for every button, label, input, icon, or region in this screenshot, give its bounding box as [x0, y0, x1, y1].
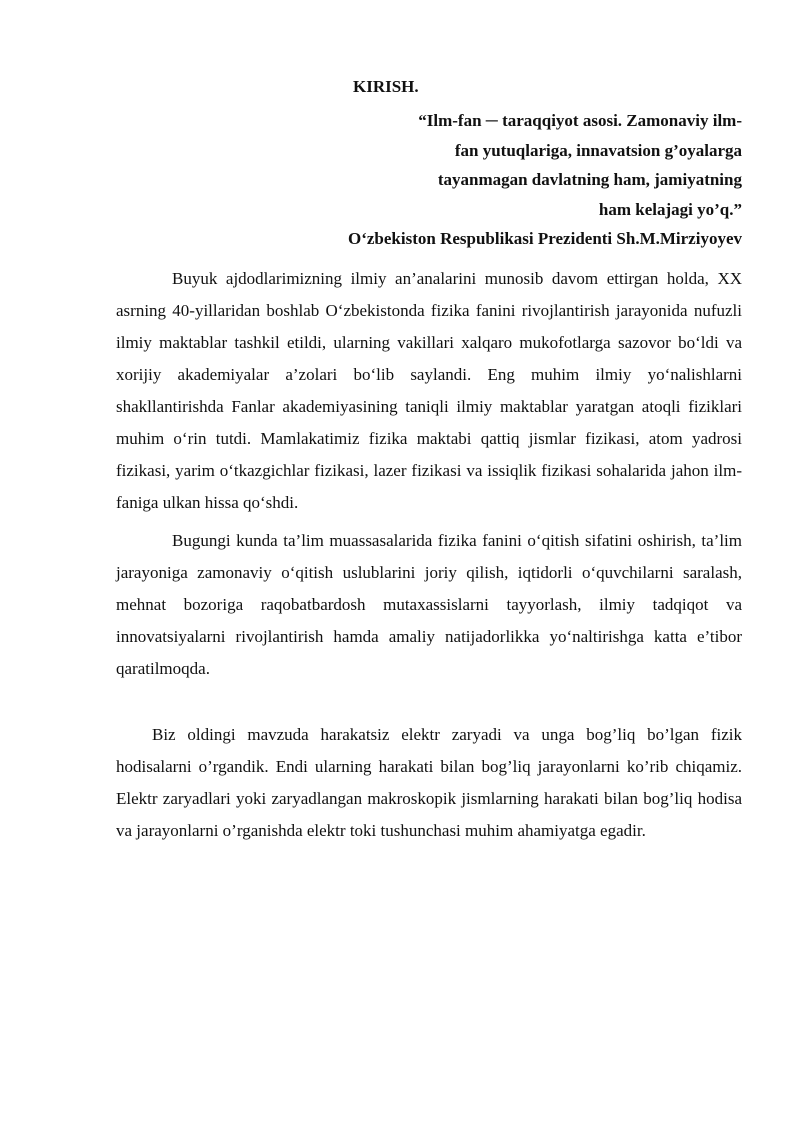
epigraph-line: “Ilm-fan ─ taraqqiyot asosi. Zamonaviy ilm- [418, 111, 742, 130]
paragraph: Biz oldingi mavzuda harakatsiz elektr zaryadi va unga bog’liq bo’lgan fizik hodisalarni o’rgandik. Endi ularning harakati bilan bog’liq jarayonlarni ko’rib chiqamiz. Elektr zaryadlari yoki zaryadlangan makroskopik jismlarning harakati bilan bog’liq hodisa va jarayonlarni o’rganishda elektr toki tushunchasi muhim ahamiyatga egadir. [116, 725, 742, 840]
epigraph-line: fan yutuqlariga, innavatsion g’oyalarga [454, 140, 742, 160]
epigraph-line: tayanmagan davlatning ham, jamiyatning [437, 170, 742, 189]
paragraph: Bugungi kunda ta’lim muassasalarida fizika fanini o‘qitish sifatini oshirish, ta’lim jarayoniga zamonaviy o‘qitish uslublarini joriy qilish, iqtidorli o‘quvchilarni saralash, mehnat bozoriga raqobatbardosh mutaxassislarni tayyorlash, ilmiy tadqiqot va innovatsiyalarni rivojlantirish hamda amaliy natijadorlikka yo‘naltirishga katta e’tibor qaratilmoqda. [116, 531, 742, 678]
epigraph [142, 106, 742, 254]
page-heading: KIRISH. [353, 77, 419, 96]
paragraph: Buyuk ajdodlarimizning ilmiy an’analarini munosib davom ettirgan holda, XX asrning 40-yillaridan boshlab O‘zbekistonda fizika fanini rivojlantirish jarayonida nufuzli ilmiy maktablar tashkil etildi, ularning vakillari xalqaro mukofotlarga sazovor bo‘ldi va xorijiy akademiyalar a’zolari bo‘lib saylandi. Eng muhim ilmiy yo‘nalishlarni shakllantirishda Fanlar akademiyasining taniqli ilmiy maktablar yaratgan atoqli fiziklari muhim o‘rin tutdi. Mamlakatimiz fizika maktabi qattiq jismlar fizikasi, atom yadrosi fizikasi, yarim o‘tkazgichlar fizikasi, lazer fizikasi va issiqlik fizikasi sohalarida jahon ilm-faniga ulkan hissa qo‘shdi. [116, 269, 742, 512]
epigraph-line: ham kelajagi yo’q.” [598, 199, 742, 219]
epigraph-author: O‘zbekiston Respublikasi Prezidenti Sh.M.Mirziyoyev [348, 229, 742, 248]
